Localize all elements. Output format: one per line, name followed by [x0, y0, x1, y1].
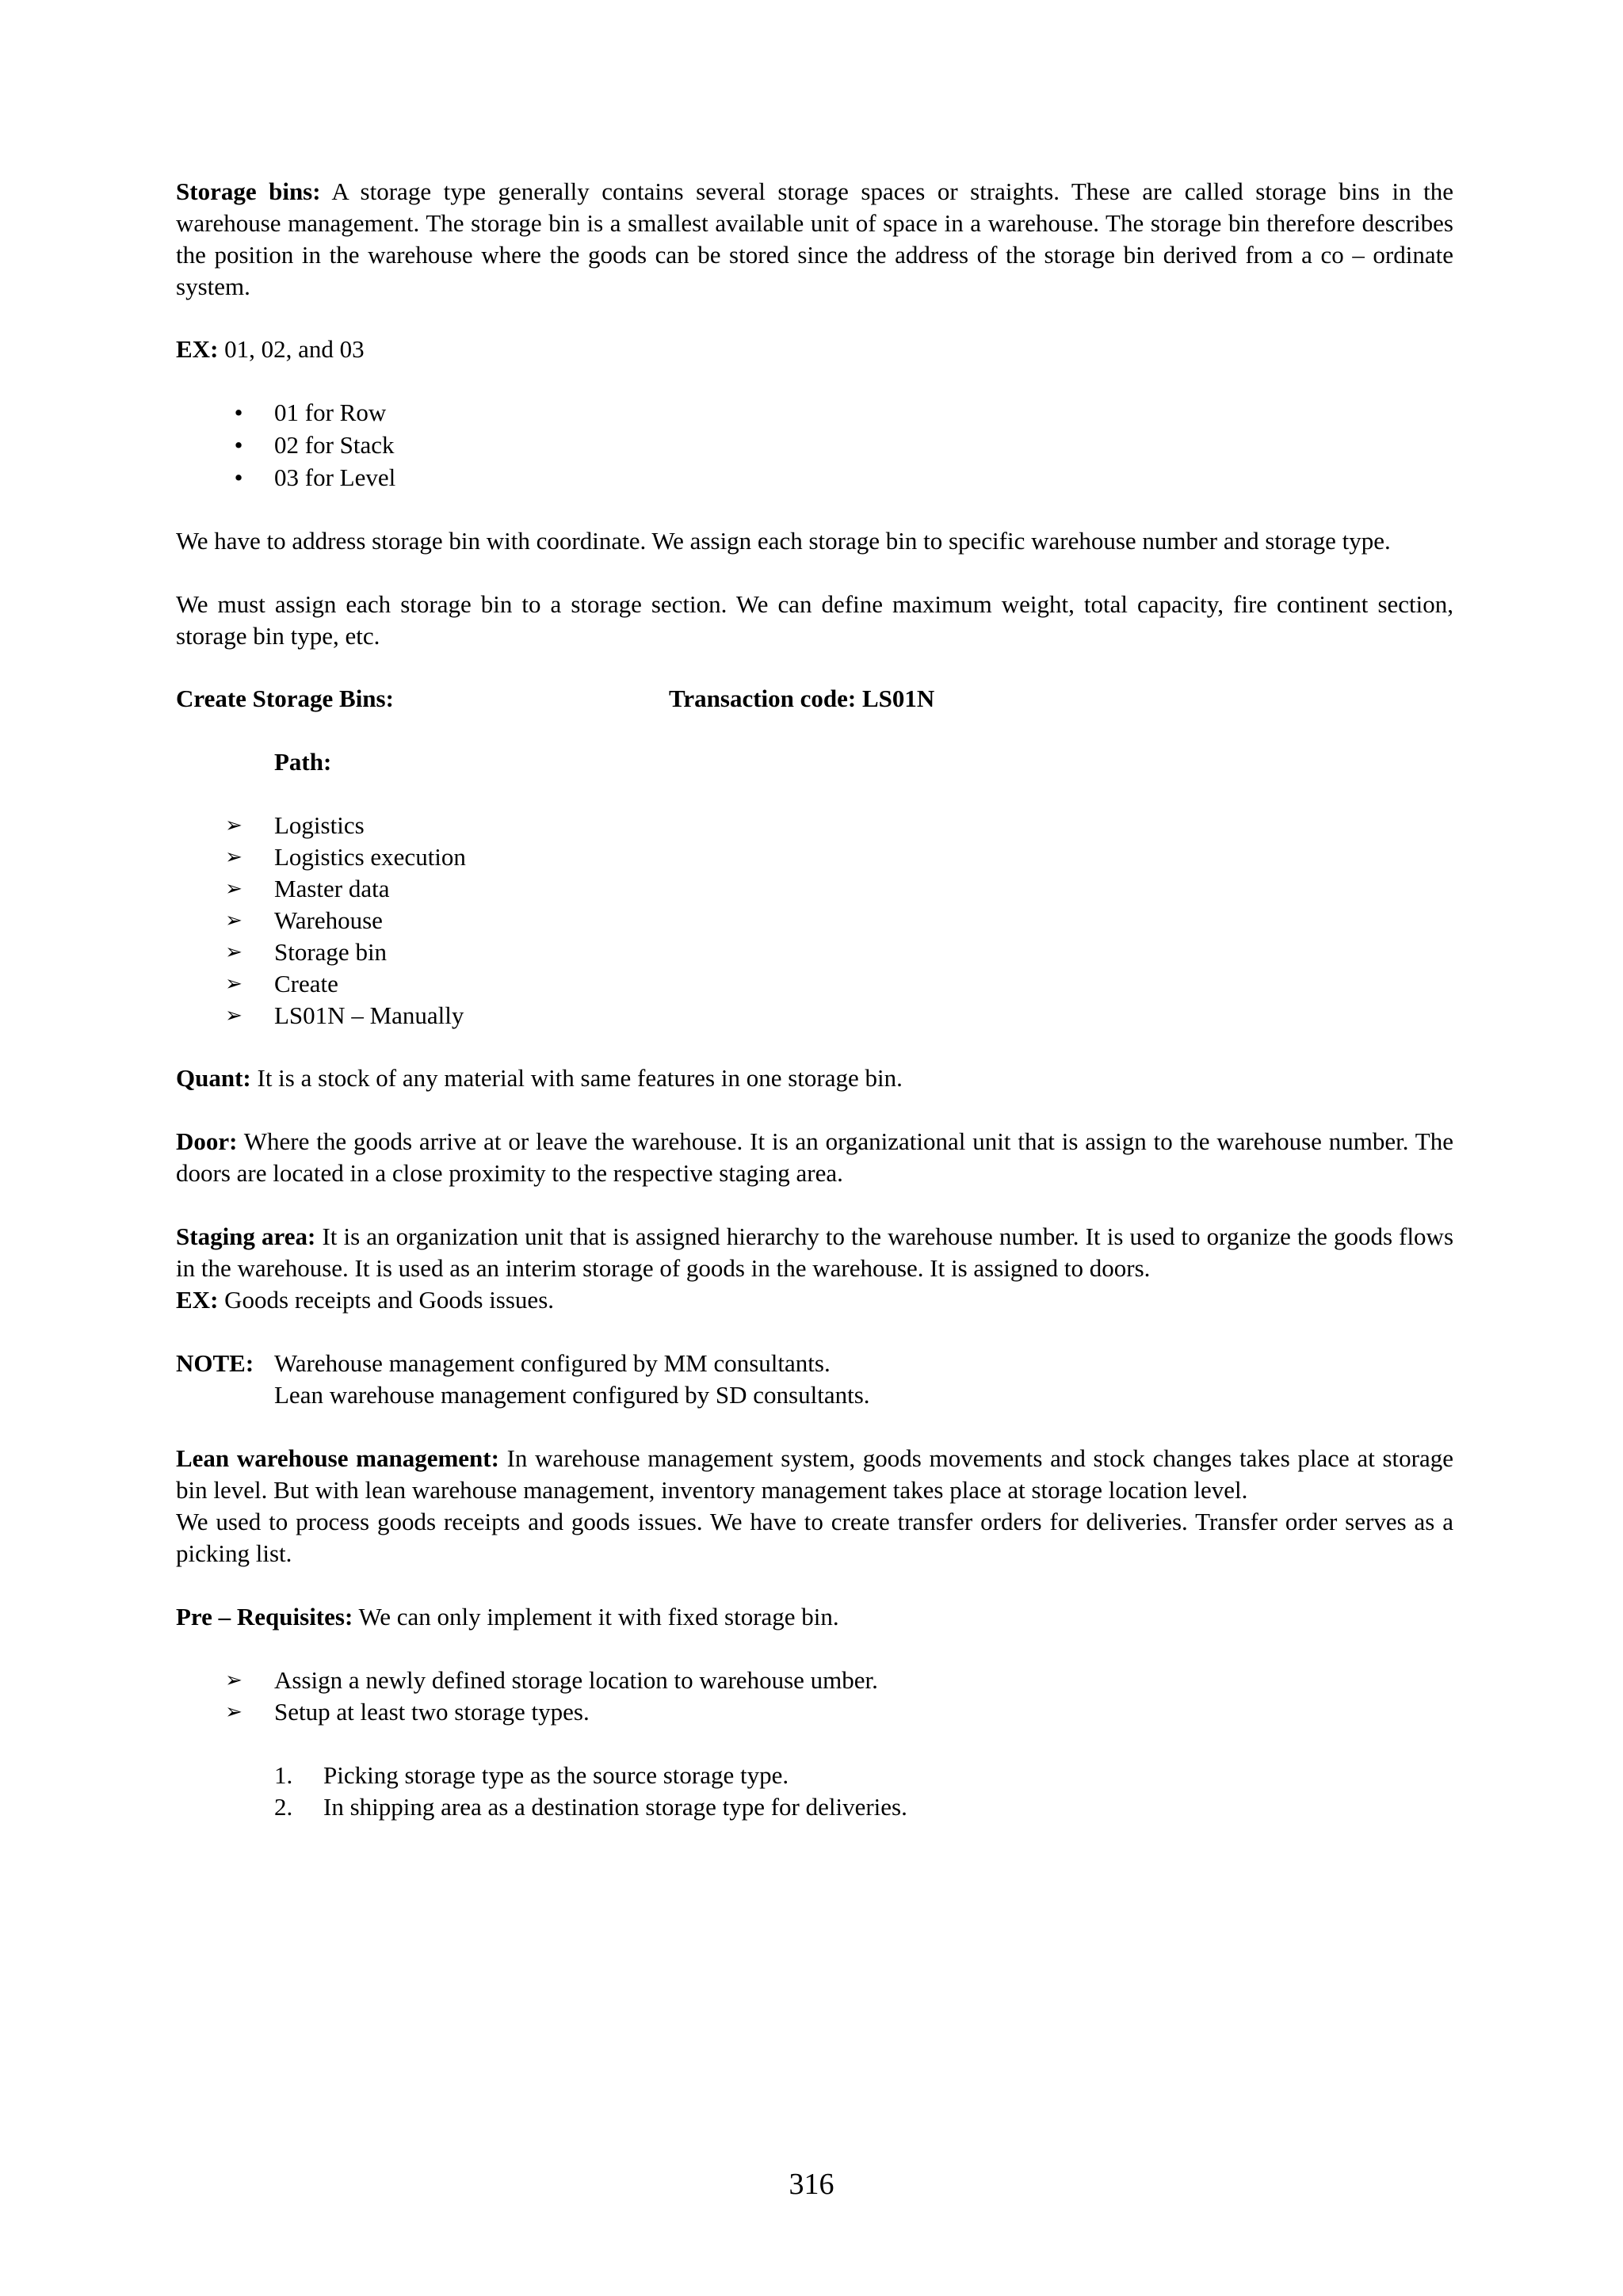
staging-area-text: It is an organization unit that is assigned hierarchy to the warehouse number. It is used to organize the goods flows in the warehouse. It is used as an interim storage of goods in the warehouse. It is assigned to doors.	[176, 1222, 1454, 1282]
list-item-text: Picking storage type as the source storage type.	[323, 1761, 789, 1789]
prerequisites-label: Pre – Requisites:	[176, 1603, 353, 1630]
arrowhead-bullet-icon: ➢	[225, 940, 242, 964]
example-bullet-list	[176, 397, 1453, 494]
note-line-1: Warehouse management configured by MM consultants.	[274, 1349, 831, 1377]
document-page	[176, 176, 1453, 1823]
storage-bins-label: Storage bins:	[176, 177, 321, 205]
quant-label: Quant:	[176, 1064, 251, 1092]
bullet-dot-icon: •	[234, 463, 243, 491]
arrowhead-bullet-icon: ➢	[225, 909, 242, 933]
list-item-text: Warehouse	[274, 906, 383, 934]
list-item	[176, 397, 1453, 429]
prerequisites-paragraph	[176, 1601, 1453, 1633]
page-number: 316	[789, 2168, 834, 2201]
list-item-text: Setup at least two storage types.	[274, 1698, 590, 1726]
arrowhead-bullet-icon: ➢	[225, 1004, 242, 1028]
list-item	[176, 936, 1453, 968]
list-item-text: 03 for Level	[274, 463, 396, 491]
list-item	[176, 429, 1453, 462]
staging-example-text: Goods receipts and Goods issues.	[218, 1286, 555, 1314]
arrowhead-bullet-icon: ➢	[225, 845, 242, 869]
create-bins-title: Create Storage Bins:	[176, 685, 394, 712]
arrowhead-bullet-icon: ➢	[225, 1700, 242, 1724]
create-storage-bins-heading	[176, 683, 1453, 715]
staging-area-paragraph	[176, 1221, 1453, 1284]
list-item-text: Logistics execution	[274, 843, 466, 871]
arrowhead-bullet-icon: ➢	[225, 972, 242, 996]
door-label: Door:	[176, 1127, 238, 1155]
list-number: 1.	[274, 1761, 293, 1789]
list-item	[176, 905, 1453, 936]
bullet-dot-icon: •	[234, 431, 243, 459]
lean-warehouse-text: In warehouse management system, goods movements and stock changes takes place at storage bin level. But with lean warehouse management, inventory management takes place at storage location level.	[176, 1444, 1453, 1504]
arrowhead-bullet-icon: ➢	[225, 1669, 242, 1692]
list-item-text: 02 for Stack	[274, 431, 395, 459]
transaction-code: Transaction code: LS01N	[669, 685, 935, 712]
quant-paragraph	[176, 1062, 1453, 1094]
list-item-text: Assign a newly defined storage location to warehouse umber.	[274, 1666, 878, 1694]
list-item	[176, 462, 1453, 494]
list-item-text: LS01N – Manually	[274, 1001, 464, 1029]
quant-text: It is a stock of any material with same features in one storage bin.	[250, 1064, 903, 1092]
staging-area-label: Staging area:	[176, 1222, 316, 1250]
door-paragraph	[176, 1126, 1453, 1189]
note-label: NOTE:	[176, 1349, 254, 1377]
list-item	[176, 1791, 1453, 1823]
list-item	[176, 1000, 1453, 1032]
staging-example-label: EX:	[176, 1286, 219, 1314]
note-line-2: Lean warehouse management configured by SD consultants.	[274, 1381, 870, 1409]
list-item	[176, 1665, 1453, 1696]
list-item	[176, 873, 1453, 905]
path-list	[176, 810, 1453, 1032]
storage-types-numbered-list	[176, 1760, 1453, 1823]
list-item	[176, 968, 1453, 1000]
lean-warehouse-paragraph-2: We used to process goods receipts and goods issues. We have to create transfer orders for deliveries. Transfer order serves as a picking list.	[176, 1508, 1453, 1567]
example-line	[176, 334, 1453, 365]
bullet-dot-icon: •	[234, 399, 243, 426]
door-text: Where the goods arrive at or leave the warehouse. It is an organizational unit that is assign to the warehouse number. The doors are located in a close proximity to the respective staging area.	[176, 1127, 1453, 1187]
list-item-text: Create	[274, 970, 338, 997]
staging-example-line	[176, 1284, 1453, 1316]
lean-warehouse-label: Lean warehouse management:	[176, 1444, 499, 1472]
arrowhead-bullet-icon: ➢	[225, 814, 242, 837]
list-item	[176, 1760, 1453, 1791]
example-text: 01, 02, and 03	[218, 335, 365, 363]
note-block	[176, 1348, 1453, 1411]
list-number: 2.	[274, 1793, 293, 1821]
prerequisites-text: We can only implement it with fixed storage bin.	[353, 1603, 839, 1630]
list-item	[176, 1696, 1453, 1728]
list-item-text: 01 for Row	[274, 399, 387, 426]
section-paragraph: We must assign each storage bin to a storage section. We can define maximum weight, total capacity, fire continent section, storage bin type, etc.	[176, 590, 1453, 650]
list-item-text: In shipping area as a destination storage type for deliveries.	[323, 1793, 907, 1821]
path-label: Path:	[274, 748, 332, 776]
list-item-text: Master data	[274, 875, 390, 902]
list-item	[176, 810, 1453, 841]
storage-bins-text: A storage type generally contains several storage spaces or straights. These are called storage bins in the warehouse management. The storage bin is a smallest available unit of space in a warehouse. The storage bin therefore describes the position in the warehouse where the goods can be stored since the address of the storage bin derived from a co – ordinate system.	[176, 177, 1453, 300]
lean-warehouse-paragraph	[176, 1443, 1453, 1506]
storage-bins-paragraph	[176, 176, 1453, 303]
arrowhead-bullet-icon: ➢	[225, 877, 242, 901]
address-paragraph: We have to address storage bin with coordinate. We assign each storage bin to specific warehouse number and storage type.	[176, 527, 1391, 555]
list-item-text: Logistics	[274, 811, 365, 839]
prerequisites-list	[176, 1665, 1453, 1728]
list-item-text: Storage bin	[274, 938, 388, 966]
example-label: EX:	[176, 335, 219, 363]
list-item	[176, 841, 1453, 873]
